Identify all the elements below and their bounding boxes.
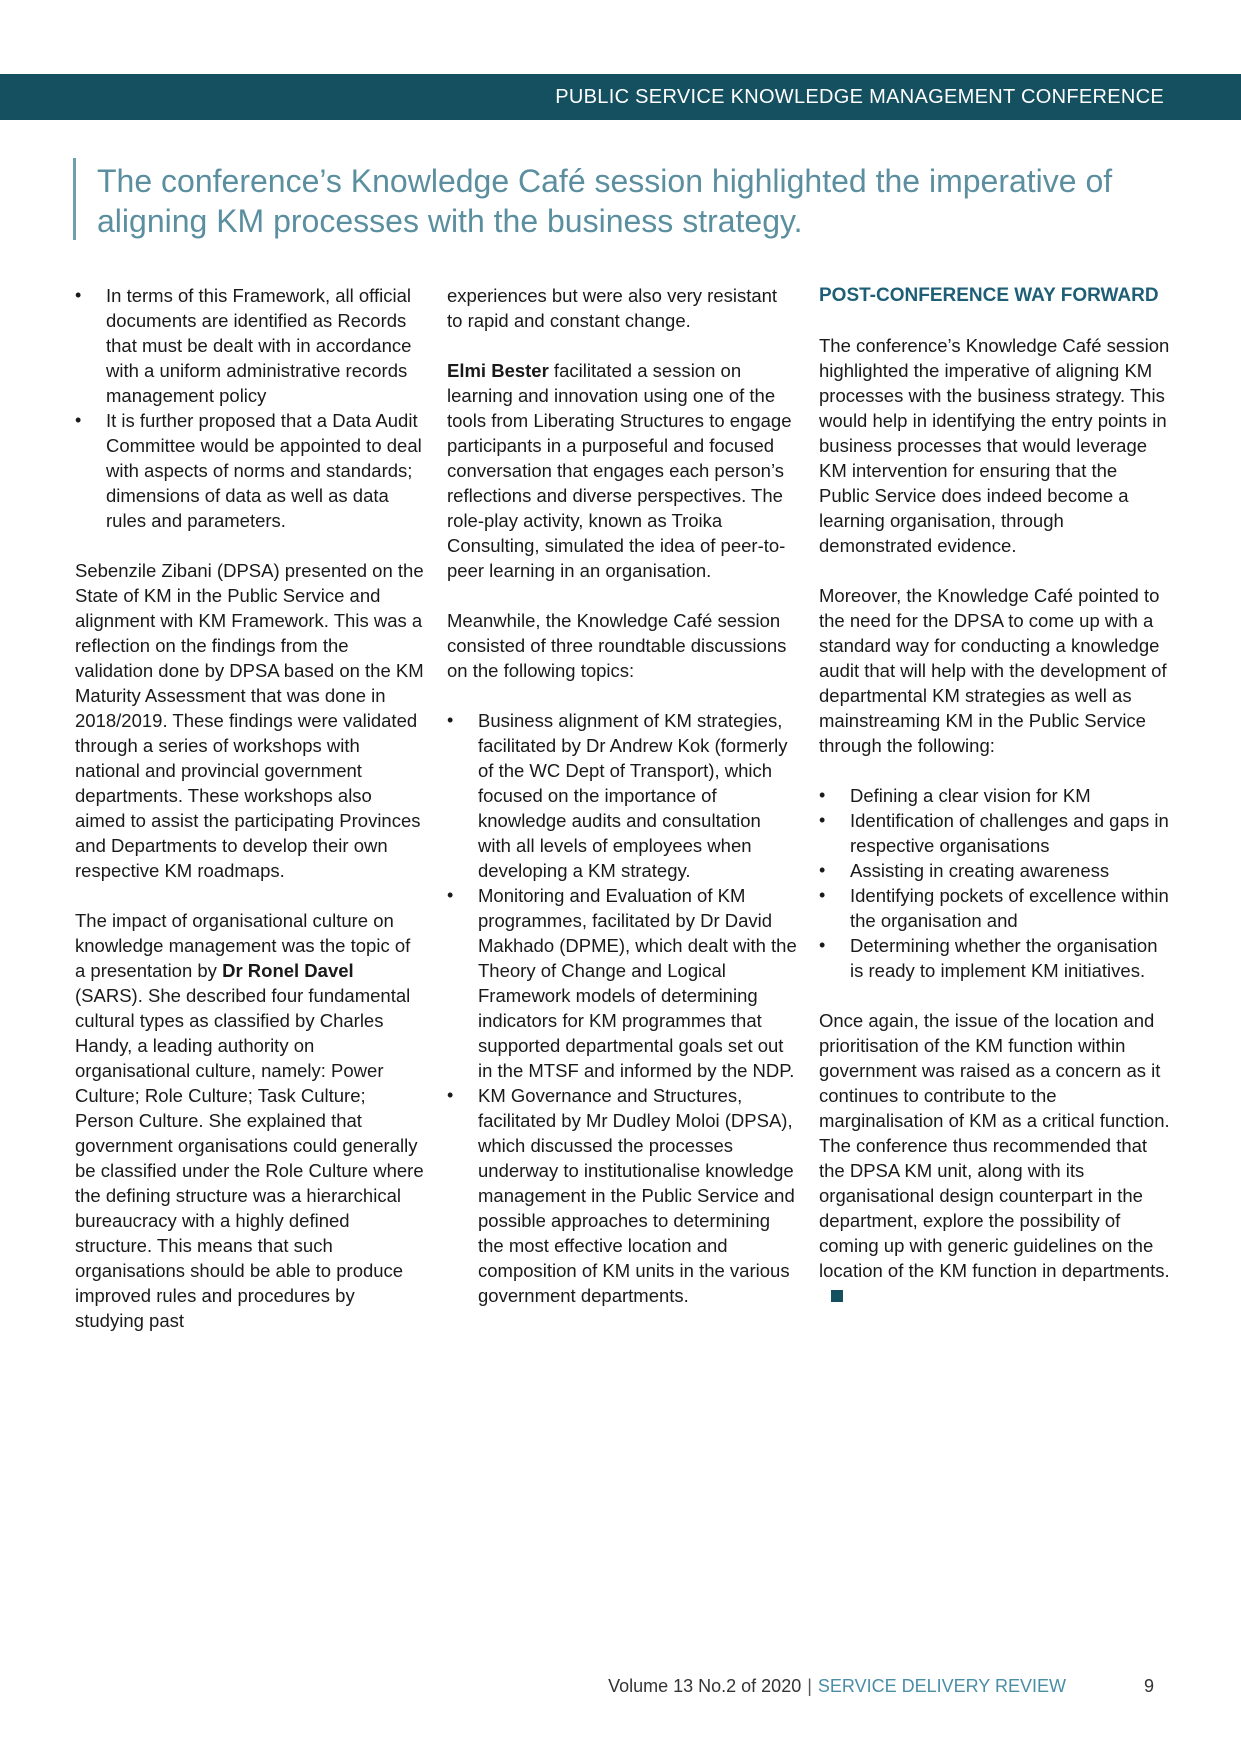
text-run: Once again, the issue of the location and prioritisation of the KM function within government was raised as a concern as it continues to contribute to the marginalisation of KM as a critical function. The conference thus recommended that the DPSA KM unit, along with its organisational design counterpart in the department, explore the possibility of coming up with generic guidelines on the location of the KM function in departments. xyxy=(819,1010,1170,1281)
list-item: • In terms of this Framework, all official documents are identified as Records that must be dealt with in accordance with a uniform administrative records management policy xyxy=(75,283,425,408)
list-item: • KM Governance and Structures, facilitated by Mr Dudley Moloi (DPSA), which discussed the processes underway to institutionalise knowledge management in the Public Service and possible approaches to determining the most effective location and composition of KM units in the various government departments. xyxy=(447,1083,797,1308)
pull-quote xyxy=(73,158,1176,240)
list-item: • Monitoring and Evaluation of KM programmes, facilitated by Dr David Makhado (DPME), which dealt with the Theory of Change and Logical Framework models of determining indicators for KM programmes that supported departmental goals set out in the MTSF and informed by the NDP. xyxy=(447,883,797,1083)
pull-quote-text: The conference’s Knowledge Café session highlighted the imperative of aligning KM processes with the business strategy. xyxy=(97,163,1113,239)
footer-publication: SERVICE DELIVERY REVIEW xyxy=(817,1676,1066,1696)
text-run: facilitated a session on learning and innovation using one of the tools from Liberating Structures to engage participants in a purposeful and focused conversation that engages each person’s reflections and diverse perspectives. The role-play activity, known as Troika Consulting, simulated the idea of peer-to-peer learning in an organisation. xyxy=(447,360,792,581)
speaker-name: Dr Ronel Davel xyxy=(222,960,354,981)
column-2 xyxy=(447,283,797,1333)
header-band xyxy=(0,74,1241,120)
list-item: • Determining whether the organisation is ready to implement KM initiatives. xyxy=(819,933,1171,983)
paragraph xyxy=(819,1008,1171,1308)
paragraph xyxy=(75,908,425,1333)
header-title: PUBLIC SERVICE KNOWLEDGE MANAGEMENT CONFERENCE xyxy=(555,86,1164,108)
text-run: The impact of organisational culture on knowledge management was the topic of a presentation by xyxy=(75,910,411,981)
footer xyxy=(608,1676,1066,1697)
section-heading: POST-CONFERENCE WAY FORWARD xyxy=(819,285,1159,306)
page-number: 9 xyxy=(1144,1676,1155,1696)
bullet-list xyxy=(447,708,797,1308)
footer-volume: Volume 13 No.2 of 2020 xyxy=(608,1676,802,1696)
footer-separator: | xyxy=(807,1676,812,1696)
bullet-list xyxy=(75,283,425,533)
column-3 xyxy=(819,283,1171,1333)
column-1 xyxy=(75,283,425,1358)
list-item: • Defining a clear vision for KM xyxy=(819,783,1171,808)
paragraph: Sebenzile Zibani (DPSA) presented on the State of KM in the Public Service and alignment with KM Framework. This was a reflection on the findings from the validation done by DPSA based on the KM Maturity Assessment that was done in 2018/2019. These findings were validated through a series of workshops with national and provincial government departments. These workshops also aimed to assist the participating Provinces and Departments to develop their own respective KM roadmaps. xyxy=(75,560,424,881)
paragraph: Moreover, the Knowledge Café pointed to the need for the DPSA to come up with a standard way for conducting a knowledge audit that will help with the development of departmental KM strategies as well as mainstreaming KM in the Public Service through the following: xyxy=(819,585,1167,756)
text-run: (SARS). She described four fundamental cultural types as classified by Charles Handy, a leading authority on organisational culture, namely: Power Culture; Role Culture; Task Culture; Person Culture. She explained that government organisations could generally be classified under the Role Culture where the defining structure was a hierarchical bureaucracy with a highly defined structure. This means that such organisations should be able to produce improved rules and procedures by studying past xyxy=(75,985,424,1331)
end-of-article-icon xyxy=(831,1290,843,1302)
list-item: • Identification of challenges and gaps in respective organisations xyxy=(819,808,1171,858)
paragraph: The conference’s Knowledge Café session highlighted the imperative of aligning KM processes with the business strategy. This would help in identifying the entry points in business processes that would leverage KM intervention for ensuring that the Public Service does indeed become a learning organisation, through demonstrated evidence. xyxy=(819,335,1170,556)
bullet-list xyxy=(819,783,1171,983)
paragraph xyxy=(447,358,797,583)
paragraph: experiences but were also very resistant to rapid and constant change. xyxy=(447,285,778,331)
list-item: • Business alignment of KM strategies, facilitated by Dr Andrew Kok (formerly of the WC Dept of Transport), which focused on the importance of knowledge audits and consultation with all levels of employees when developing a KM strategy. xyxy=(447,708,797,883)
speaker-name: Elmi Bester xyxy=(447,360,549,381)
list-item: • It is further proposed that a Data Audit Committee would be appointed to deal with aspects of norms and standards; dimensions of data as well as data rules and parameters. xyxy=(75,408,425,533)
paragraph: Meanwhile, the Knowledge Café session consisted of three roundtable discussions on the following topics: xyxy=(447,610,787,681)
list-item: • Assisting in creating awareness xyxy=(819,858,1171,883)
list-item: • Identifying pockets of excellence within the organisation and xyxy=(819,883,1171,933)
